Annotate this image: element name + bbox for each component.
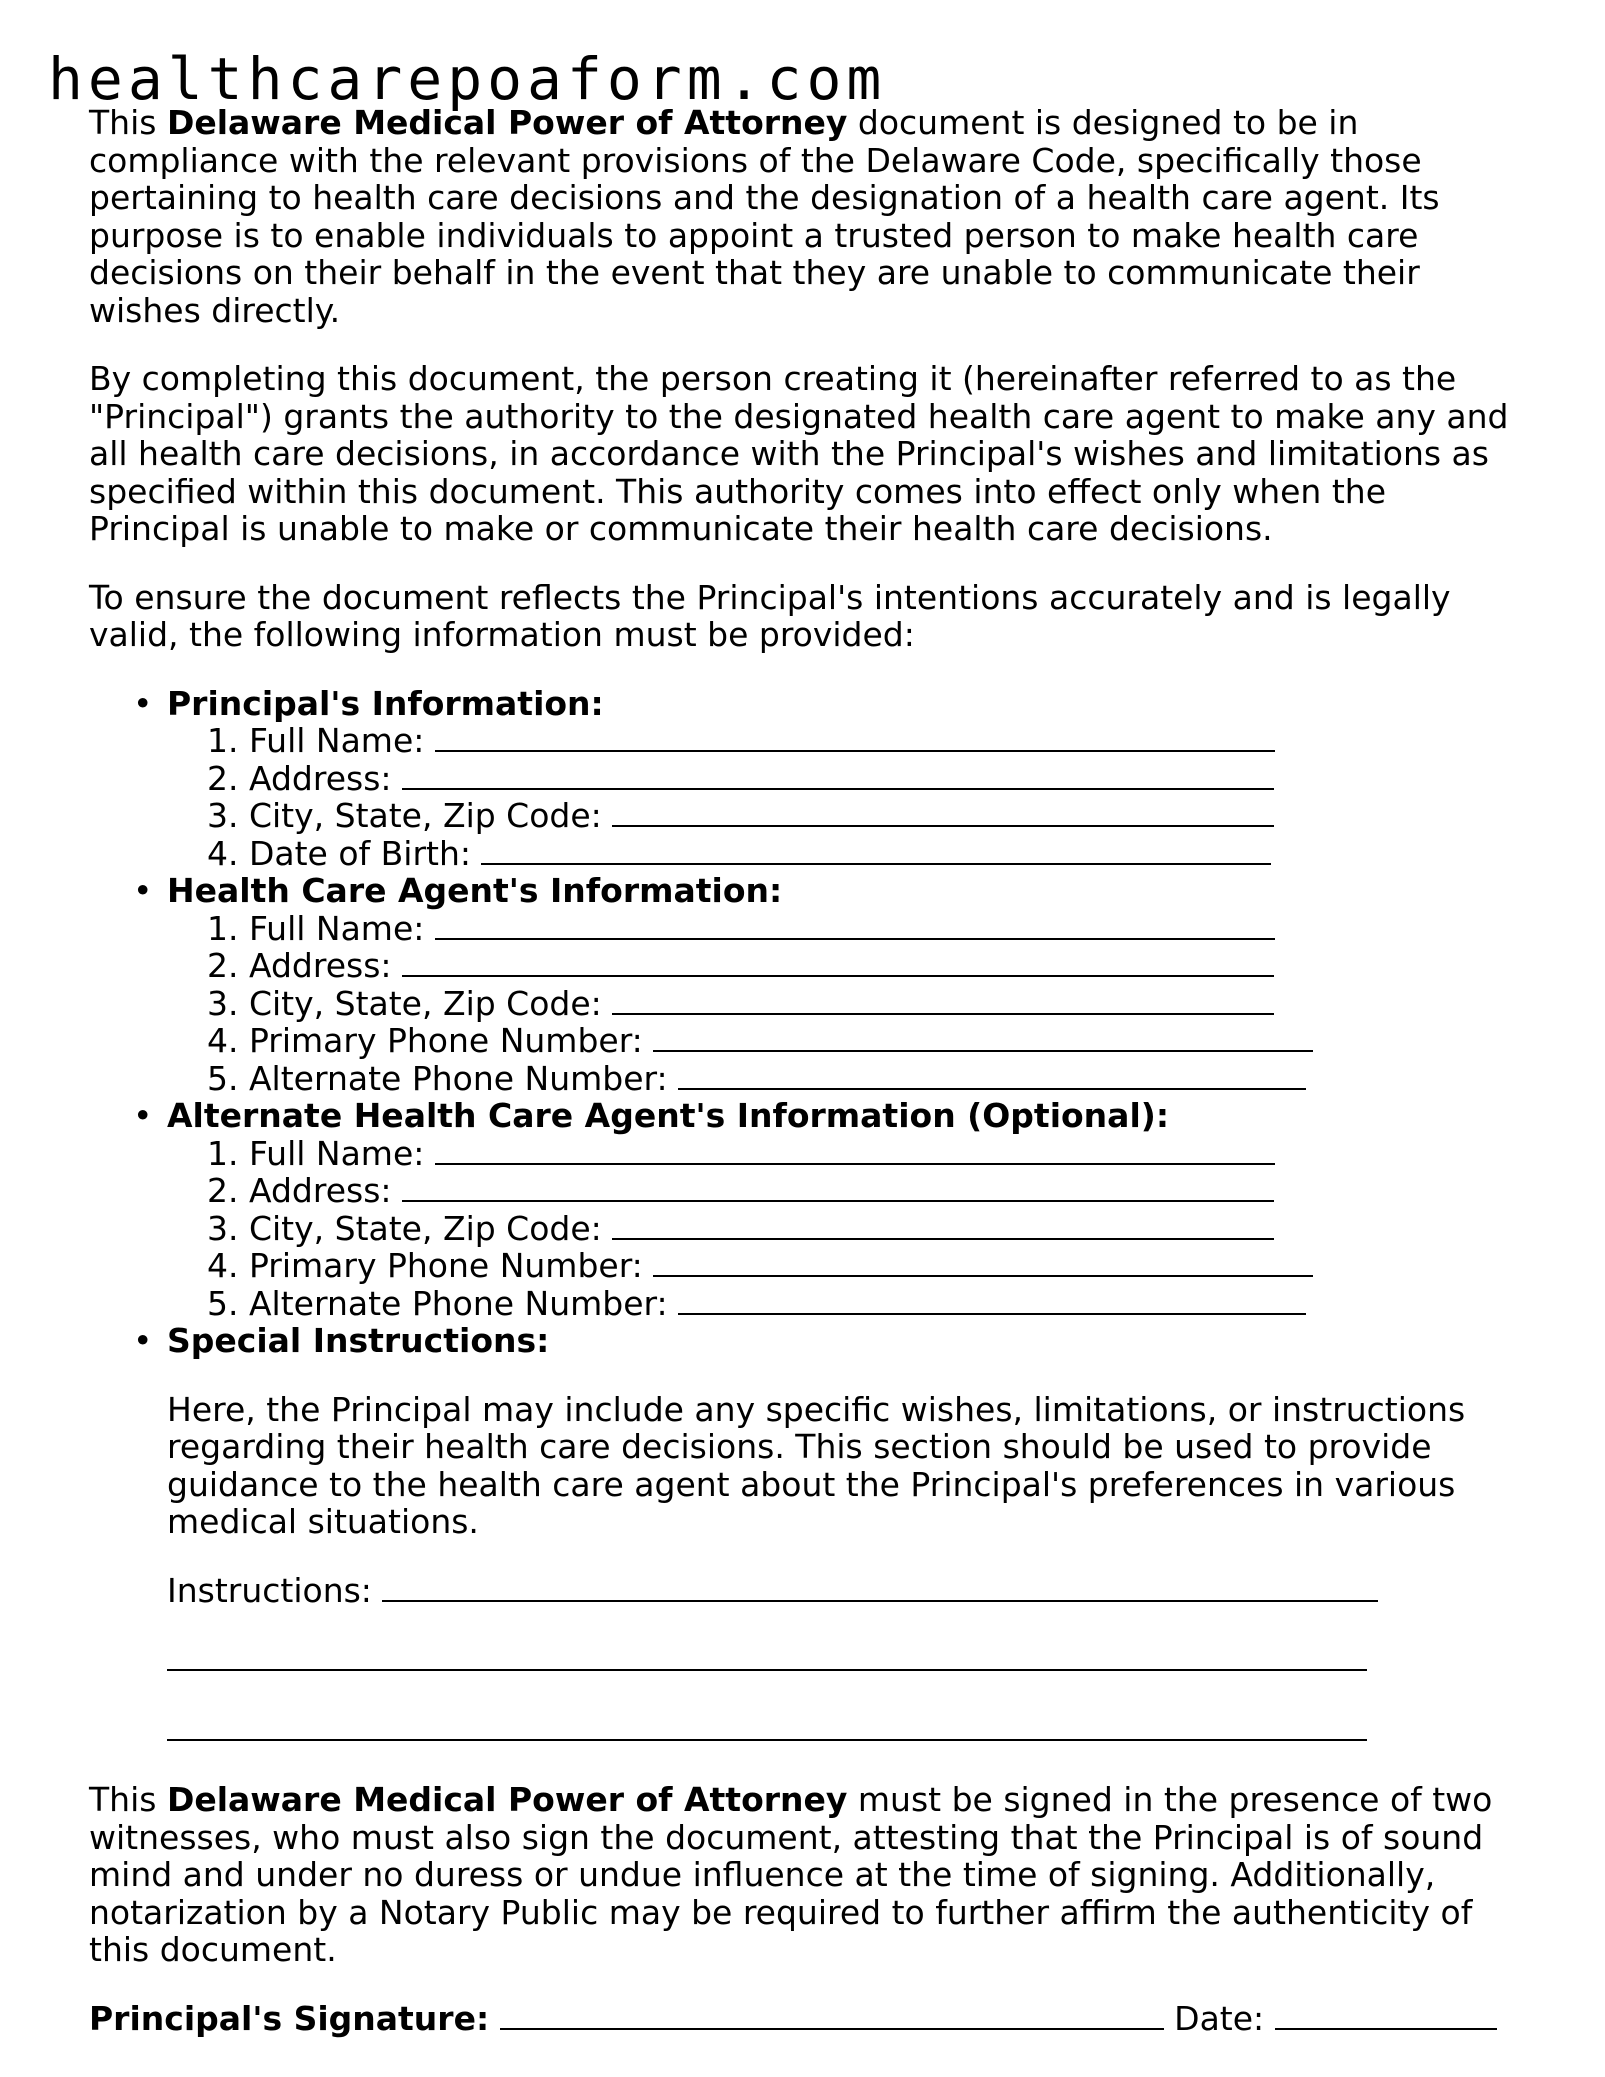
site-watermark: healthcarepoaform.com <box>48 45 887 113</box>
alternate-city-line[interactable] <box>612 1210 1274 1240</box>
principal-heading: Principal's Information: <box>167 683 604 723</box>
special-instructions-section <box>89 1322 1529 1748</box>
intro-text-start: This <box>89 103 167 142</box>
instructions-line-1[interactable] <box>382 1572 1378 1602</box>
principal-signature-label: Principal's Signature: <box>89 1998 490 2038</box>
agent-primary-phone-line[interactable] <box>653 1022 1313 1052</box>
agent-alternate-phone-field[interactable]: 5. Alternate Phone Number: <box>207 1060 1529 1098</box>
principal-full-name-field[interactable]: 1. Full Name: <box>207 722 1529 760</box>
date-label: Date: <box>1174 1998 1265 2038</box>
agent-address-field[interactable]: 2. Address: <box>207 947 1529 985</box>
agent-heading: Health Care Agent's Information: <box>167 871 783 910</box>
form-sections <box>89 685 1529 1749</box>
principal-dob-line[interactable] <box>481 835 1271 865</box>
requirements-paragraph: To ensure the document reflects the Principal's intentions accurately and is legally valid, the following information must be provided: <box>89 577 1451 654</box>
bullet-icon: • <box>133 1096 153 1135</box>
document-title-inline: Delaware Medical Power of Attorney <box>166 103 848 142</box>
instructions-line-2-row[interactable] <box>167 1641 1529 1679</box>
alternate-address-line[interactable] <box>402 1172 1274 1202</box>
special-instructions-heading: Special Instructions: <box>167 1321 550 1360</box>
principal-signature-line[interactable] <box>500 2000 1164 2030</box>
principal-city-line[interactable] <box>612 797 1274 827</box>
alternate-agent-fields <box>167 1135 1529 1323</box>
alternate-full-name-line[interactable] <box>435 1135 1275 1165</box>
special-instructions-block <box>167 1391 1529 1749</box>
principal-section <box>89 685 1529 873</box>
alternate-alternate-phone-line[interactable] <box>678 1285 1306 1315</box>
agent-alternate-phone-line[interactable] <box>678 1060 1306 1090</box>
alternate-agent-section <box>89 1097 1529 1322</box>
intro-text-rest: document is designed to be in compliance with the relevant provisions of the Delaware Code, specifically those pertaining to health care decisions and the designation of a health care agent. Its purpose is to enable individuals to appoint a trusted person to make health care decisions on their behalf in the event that they are unable to communicate their wishes directly. <box>89 103 1440 330</box>
alternate-agent-heading: Alternate Health Care Agent's Information (Optional): <box>167 1096 1170 1135</box>
principal-fields <box>167 722 1529 872</box>
intro-paragraph <box>89 104 1529 329</box>
principal-address-field[interactable]: 2. Address: <box>207 760 1529 798</box>
instructions-line-3[interactable] <box>167 1711 1367 1741</box>
agent-full-name-line[interactable] <box>435 910 1275 940</box>
signature-row <box>89 2000 1529 2038</box>
alternate-city-field[interactable]: 3. City, State, Zip Code: <box>207 1210 1529 1248</box>
bullet-icon: • <box>133 1321 153 1360</box>
bullet-icon: • <box>133 871 153 910</box>
alternate-primary-phone-line[interactable] <box>653 1247 1313 1277</box>
signing-requirements-paragraph: This Delaware Medical Power of Attorney must be signed in the presence of two witnesses, who must also sign the document, attesting that the Principal is of sound mind and under no duress or undue influence at the time of signing. Additionally, notarization by a Notary Public may be required to further affirm the authenticity of this document. <box>89 1780 1493 1969</box>
agent-full-name-field[interactable]: 1. Full Name: <box>207 910 1529 948</box>
alternate-address-field[interactable]: 2. Address: <box>207 1172 1529 1210</box>
signature-date-line[interactable] <box>1275 2000 1497 2030</box>
document-title-inline: Delaware Medical Power of Attorney <box>166 1780 848 1819</box>
agent-section <box>89 872 1529 1097</box>
special-instructions-description: Here, the Principal may include any specific wishes, limitations, or instructions regarding their health care decisions. This section should be used to provide guidance to the health care agent about the Principal's preferences in various medical situations. <box>167 1389 1466 1541</box>
instructions-line-3-row[interactable] <box>167 1711 1529 1749</box>
instructions-line-2[interactable] <box>167 1641 1367 1671</box>
agent-address-line[interactable] <box>402 947 1274 977</box>
alternate-primary-phone-field[interactable]: 4. Primary Phone Number: <box>207 1247 1529 1285</box>
bullet-icon: • <box>133 683 153 723</box>
principal-full-name-line[interactable] <box>435 722 1275 752</box>
agent-fields <box>167 910 1529 1098</box>
agent-city-field[interactable]: 3. City, State, Zip Code: <box>207 985 1529 1023</box>
document-body <box>89 104 1529 2037</box>
principal-address-line[interactable] <box>402 760 1274 790</box>
agent-primary-phone-field[interactable]: 4. Primary Phone Number: <box>207 1022 1529 1060</box>
instructions-label: Instructions: <box>167 1570 372 1610</box>
agent-city-line[interactable] <box>612 985 1274 1015</box>
alternate-alternate-phone-field[interactable]: 5. Alternate Phone Number: <box>207 1285 1529 1323</box>
principal-city-field[interactable]: 3. City, State, Zip Code: <box>207 797 1529 835</box>
principal-dob-field[interactable]: 4. Date of Birth: <box>207 835 1529 873</box>
alternate-full-name-field[interactable]: 1. Full Name: <box>207 1135 1529 1173</box>
instructions-field[interactable] <box>167 1572 1529 1610</box>
authority-paragraph: By completing this document, the person creating it (hereinafter referred to as the "Principal") grants the authority to the designated health care agent to make any and all health care decisions, in accordance with the Principal's wishes and limitations as specified within this document. This authority comes into effect only when the Principal is unable to make or communicate their health care decisions. <box>89 359 1509 548</box>
